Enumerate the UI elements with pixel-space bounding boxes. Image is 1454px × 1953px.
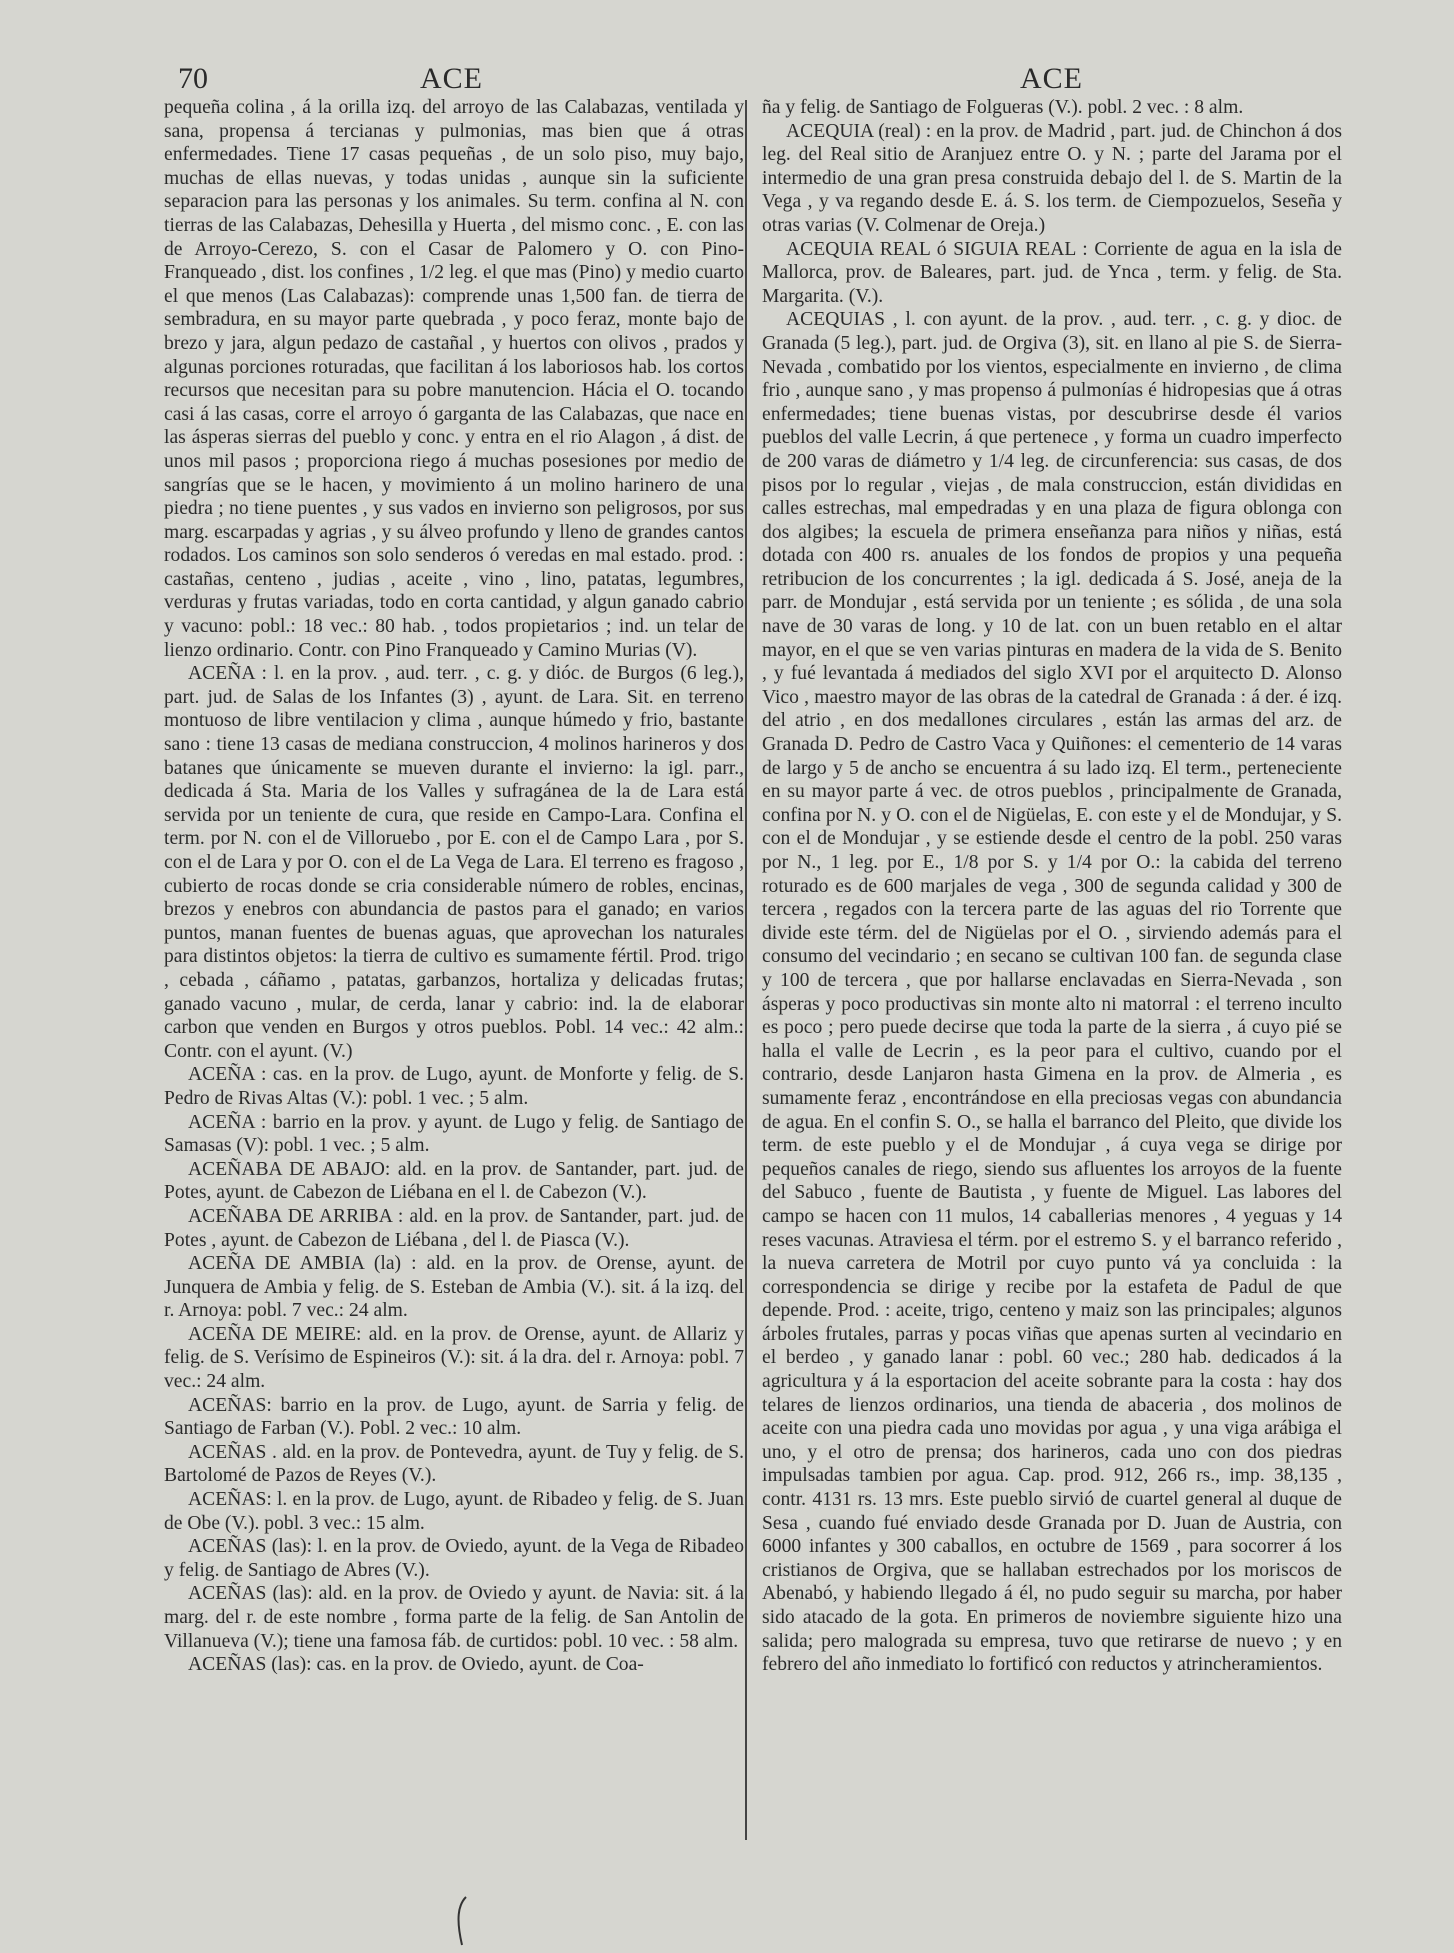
page-number: 70 (178, 62, 208, 95)
entry-paragraph: ACEÑABA DE ABAJO: ald. en la prov. de Santander, part. jud. de Potes, ayunt. de Cabezon de Liébana en el l. de Cabezon (V.). (164, 1158, 744, 1204)
entry-paragraph: ACEÑAS (las): cas. en la prov. de Oviedo, ayunt. de Coa- (188, 1654, 644, 1676)
entry-paragraph: ACEQUIA (real) : en la prov. de Madrid , part. jud. de Chinchon á dos leg. del Real sitio de Aranjuez entre O. y N. ; parte del Jarama por el intermedio de una gran presa construida debajo del l. de S. Martin de la Vega , y va regando desde E. á. S. los term. de Ciempozuelos, Seseña y otras varias (V. Colmenar de Oreja.) (762, 120, 1342, 236)
entry-paragraph: ña y felig. de Santiago de Folgueras (V.). pobl. 2 vec. : 8 alm. (762, 97, 1244, 118)
entry-paragraph: ACEÑABA DE ARRIBA : ald. en la prov. de Santander, part. jud. de Potes , ayunt. de Cabezon de Liébana , del l. de Piasca (V.). (164, 1205, 744, 1251)
left-column (164, 96, 744, 1836)
entry-paragraph: ACEÑA : l. en la prov. , aud. terr. , c. g. y dióc. de Burgos (6 leg.), part. jud. de Salas de los Infantes (3) , ayunt. de Lara. Sit. en terreno montuoso de libre ventilacion y clima , aunque húmedo y frio, bastante sano : tiene 13 casas de mediana construccion, 4 molinos harineros y dos batanes que únicamente se mueven durante el invierno: la igl. parr., dedicada á Sta. Maria de los Valles y sufragánea de la de Lara está servida por un teniente de cura, que reside en Campo-Lara. Confina el term. por N. con el de Villoruebo , por E. con el de Campo Lara , por S. con el de Lara y por O. con el de La Vega de Lara. El terreno es fragoso , cubierto de rocas donde se cria considerable número de robles, encinas, brezos y enebros con abundancia de pastos para el ganado; en varios puntos, manan fuentes de buenas aguas, que aprovechan los naturales para distintos objetos: la tierra de cultivo es sumamente fértil. Prod. trigo , cebada , cáñamo , patatas, garbanzos, hortaliza y delicadas frutas; ganado vacuno , mular, de cerda, lanar y cabrio: ind. la de elaborar carbon que venden en Burgos y otros pueblos. Pobl. 14 vec.: 42 alm.: Contr. con el ayunt. (V.) (164, 663, 744, 1062)
right-column (762, 96, 1342, 1836)
entry-paragraph: ACEÑAS . ald. en la prov. de Pontevedra, ayunt. de Tuy y felig. de S. Bartolomé de Pazos de Reyes (V.). (164, 1441, 744, 1487)
running-head-right: ACE (1020, 62, 1083, 95)
entry-paragraph: ACEQUIA REAL ó SIGUIA REAL : Corriente de agua en la isla de Mallorca, prov. de Baleares, part. jud. de Ynca , term. y felig. de Sta. Margarita. (V.). (762, 238, 1342, 307)
entry-paragraph: ACEÑAS (las): ald. en la prov. de Oviedo y ayunt. de Navia: sit. á la marg. del r. de este nombre , forma parte de la felig. de San Antolin de Villanueva (V.); tiene una famosa fáb. de curtidos: pobl. 10 vec. : 58 alm. (164, 1583, 744, 1652)
entry-paragraph: ACEÑA DE AMBIA (la) : ald. en la prov. de Orense, ayunt. de Junquera de Ambia y felig. de S. Esteban de Ambia (V.). sit. á la izq. del r. Arnoya: pobl. 7 vec.: 24 alm. (164, 1253, 744, 1322)
running-head-left: ACE (420, 62, 483, 95)
entry-paragraph: ACEÑAS: barrio en la prov. de Lugo, ayunt. de Sarria y felig. de Santiago de Farban (V.). Pobl. 2 vec.: 10 alm. (164, 1394, 744, 1440)
entry-paragraph: ACEQUIAS , l. con ayunt. de la prov. , aud. terr. , c. g. y dioc. de Granada (5 leg.), part. jud. de Orgiva (3), sit. en llano al pie S. de Sierra-Nevada , combatido por los vientos, especialmente en invierno , de clima frio , aunque sano , y mas propenso á pulmonías é hidropesias que á otras enfermedades; tiene buenas vistas, por descubrirse desde él varios pueblos del valle Lecrin, á que pertenece , y forma un cuadro imperfecto de 200 varas de diámetro y 1/4 leg. de circunferencia: sus casas, de dos pisos por lo regular , viejas , de mala construccion, están divididas en calles estrechas, mal empedradas y en una plaza de figura oblonga con dos algibes; la escuela de primera enseñanza para niños y niñas, está dotada con 400 rs. anuales de los fondos de propios y una pequeña retribucion de los concurrentes ; la igl. dedicada á S. José, aneja de la parr. de Mondujar , está servida por un teniente ; es sólida , de una sola nave de 30 varas de long. y 10 de lat. con un buen retablo en el altar mayor, en el que se ven varias pinturas en madera de la vida de S. Benito , y fué levantada á mediados del siglo XVI por el arquitecto D. Alonso Vico , maestro mayor de las obras de la catedral de Granada : á der. é izq. del atrio , en dos medallones circulares , están las armas del arz. de Granada D. Pedro de Castro Vaca y Quiñones: el cementerio de 14 varas de largo y 5 de ancho se encuentra á su lado izq. El term., perteneciente en su mayor parte á vec. de otros pueblos , principalmente de Granada, confina por N. y O. con el de Nigüelas, E. con este y el de Mondujar, y S. con el de Mondujar , y se estiende desde el centro de la pobl. 250 varas por N., 1 leg. por E., 1/8 por S. y 1/4 por O.: la cabida del terreno roturado es de 600 marjales de vega , 300 de segunda calidad y 300 de tercera , regados con la tercera parte de las aguas del rio Torrente que divide este térm. del de Nigüelas por el O. , sirviendo además para el consumo del vecindario ; en secano se cultivan 100 fan. de segunda clase y 100 de tercera , que por hallarse enclavadas en Sierra-Nevada , son ásperas y poco productivas sin monte alto ni matorral : el terreno inculto es poco ; pero puede decirse que toda la parte de la sierra , á cuyo pié se halla el valle de Lecrin , es la peor para el cultivo, cuando por el contrario, desde Lanjaron hasta Gimena en la prov. de Almeria , es sumamente feraz , encontrándose en ella preciosas vegas con abundancia de agua. En el confin S. O., se halla el barranco del Pleito, que divide los term. de este pueblo y el de Mondujar , á cuya vega se dirige por pequeños canales de riego, siendo sus afluentes los arroyos de la fuente del Sabuco , fuente de Bautista , y fuente de Miguel. Las labores del campo se hacen con 11 mulos, 14 caballerias menores , 4 yeguas y 14 reses vacunas. Atraviesa el térm. por el estremo S. y el barranco referido , la nueva carretera de Motril por cuyo punto vá ya concluida : la correspondencia se dirige y recibe por la estafeta de Padul de que depende. Prod. : aceite, trigo, centeno y maiz son las principales; algunos árboles frutales, parras y pocas viñas que apenas surten al vecindario en el berdeo , y ganado lanar : pobl. 60 vec.; 280 hab. dedicados á la agricultura y á la esportacion del aceite sobrante para la costa : hay dos telares de lienzos ordinarios, una tienda de abaceria , dos molinos de aceite con una piedra cada uno movidas por agua , y una viga arábiga el uno, y el otro de prensa; dos harineros, cada uno con dos piedras impulsadas tambien por agua. Cap. prod. 912, 266 rs., imp. 38,135 , contr. 4131 rs. 13 mrs. Este pueblo sirvió de cuartel general al duque de Sesa , cuando fué enviado desde Granada por D. Juan de Austria, con 6000 infantes y 300 caballos, en octubre de 1569 , para socorrer á los cristianos de Orgiva, que se hallaban estrechados por los moriscos de Abenabó, y habiendo llegado á él, no pudo seguir su marcha, por haber sido atacado de la gota. En primeros de noviembre siguiente hizo una salida; pero malograda su empresa, tuvo que retirarse de nuevo ; y en febrero del año inmediato lo fortificó con reductos y atrincheramientos. (762, 309, 1342, 1676)
entry-paragraph: ACEÑA : barrio en la prov. y ayunt. de Lugo y felig. de Santiago de Samasas (V): pobl. 1 vec. ; 5 alm. (164, 1111, 744, 1157)
entry-paragraph: ACEÑA : cas. en la prov. de Lugo, ayunt. de Monforte y felig. de S. Pedro de Rivas Altas (V.): pobl. 1 vec. ; 5 alm. (164, 1064, 744, 1109)
entry-paragraph: ACEÑAS: l. en la prov. de Lugo, ayunt. de Ribadeo y felig. de S. Juan de Obe (V.). pobl. 3 vec.: 15 alm. (164, 1489, 744, 1534)
stray-pen-mark (452, 1895, 472, 1947)
entry-paragraph: ACEÑA DE MEIRE: ald. en la prov. de Orense, ayunt. de Allariz y felig. de S. Verísimo de Espineiros (V.): sit. á la dra. del r. Arnoya: pobl. 7 vec.: 24 alm. (164, 1323, 744, 1393)
entry-paragraph: pequeña colina , á la orilla izq. del arroyo de las Calabazas, ventilada y sana, propensa á tercianas y pulmonias, mas bien que á otras enfermedades. Tiene 17 casas pequeñas , de un solo piso, muy bajo, muchas de ellas nuevas, y todas unidas , aunque sin la suficiente separacion para las personas y los animales. Su term. confina al N. con tierras de las Calabazas, Dehesilla y Huerta , del mismo conc. , E. con las de Arroyo-Cerezo, S. con el Casar de Palomero y O. con Pino-Franqueado , dist. los confines , 1/2 leg. el que mas (Pino) y medio cuarto el que menos (Las Calabazas): comprende unas 1,500 fan. de tierra de sembradura, en su mayor parte quebrada , y poco feraz, monte bajo de brezo y jara, algun pedazo de castañal , y huertos con olivos , prados y algunas porciones roturadas, que facilitan á los laboriosos hab. los cortos recursos que necesitan para su pobre manutencion. Hácia el O. tocando casi á las casas, corre el arroyo ó garganta de las Calabazas, que nace en las ásperas sierras del pueblo y conc. y entra en el rio Alagon , á dist. de unos mil pasos ; proporciona riego á muchas posesiones por medio de sangrías que se le hacen, y movimiento á un molino harinero de una piedra ; no tiene puentes , y sus vados en invierno son peligrosos, por sus marg. escarpadas y agrias , y su álveo profundo y lleno de grandes cantos rodados. Los caminos son solo senderos ó veredas en mal estado. prod. : castañas, centeno , judias , aceite , vino , lino, patatas, legumbres, verduras y frutas variadas, todo en corta cantidad, y algun ganado cabrio y vacuno: pobl.: 18 vec.: 80 hab. , todos propietarios ; ind. un telar de lienzo ordinario. Contr. con Pino Franqueado y Camino Murias (V). (164, 97, 744, 661)
column-divider (745, 100, 747, 1840)
entry-paragraph: ACEÑAS (las): l. en la prov. de Oviedo, ayunt. de la Vega de Ribadeo y felig. de Santiago de Abres (V.). (164, 1536, 744, 1581)
